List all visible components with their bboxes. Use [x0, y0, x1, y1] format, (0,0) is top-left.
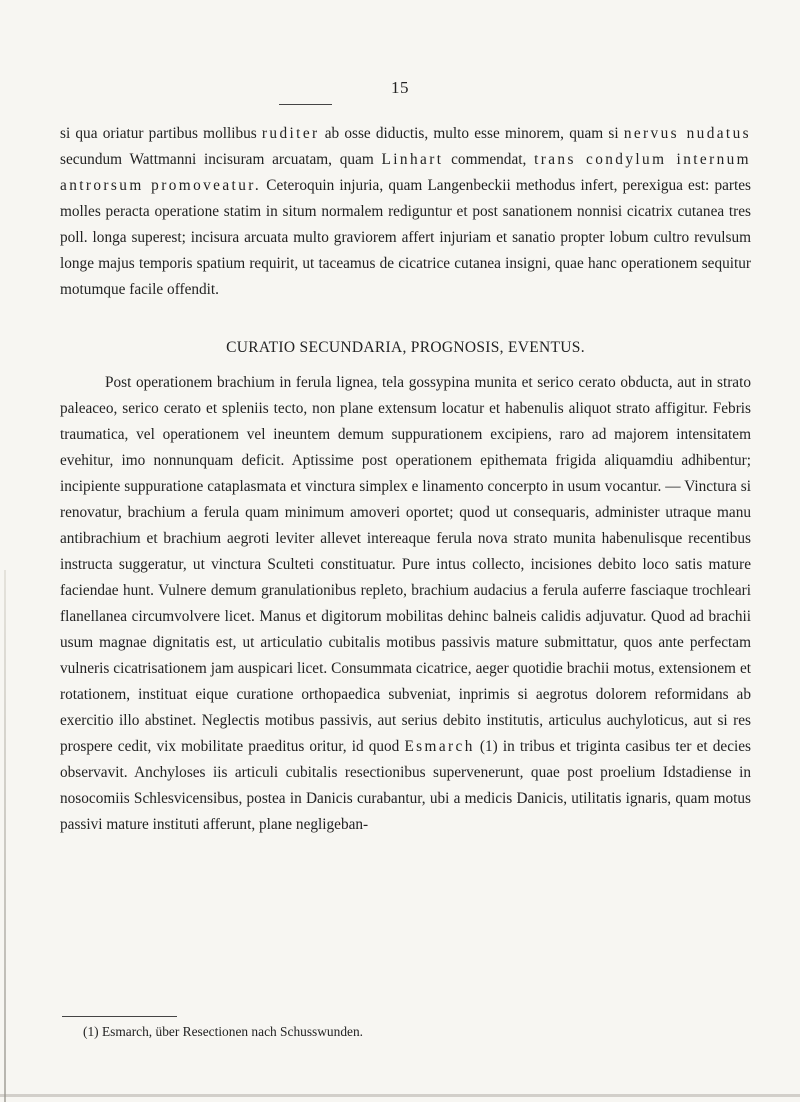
paragraph-2-text: [60, 370, 751, 838]
p1-text-c: secundum Wattmanni incisuram arcuatam, quam: [60, 151, 382, 168]
page-edge-shadow: [4, 570, 6, 1102]
section-heading: CURATIO SECUNDARIA, PROGNOSIS, EVENTUS.: [226, 339, 585, 356]
author-linhart: Linhart: [381, 151, 444, 168]
author-esmarch: Esmarch: [404, 738, 475, 755]
footnote-rule: [62, 1016, 177, 1017]
paragraph-1-text: [60, 121, 751, 303]
p2-text-a: Post operationem brachium in ferula lignea, tela gossypina munita et serico cerato obducta, aut in strato paleaceo, serico cerato et spleniis tecto, non plane extensum locatur et habenulis aliquot strato affigitur. Febris traumatica, vel operationem vel ineuntem demum suppurationem excipiens, raro ad majorem intensitatem evehitur, imo nonnunquam deficit. Aptissime post operationem epithemata frigida aliquamdiu adhibentur; incipiente suppuratione cataplasmata et vinctura simplex e linamento concerpto in usum vocantur. — Vinctura si renovatur, brachium a ferula quam minimum amoveri oportet; quod ut consequaris, administer utraque manu antibrachium et brachium aegroti leviter allevet intereaque ferula nova strato munita habenulisque recentibus instructa suggeratur, ut vinctura Sculteti constituatur. Pure intus collecto, incisiones debito loco satis mature faciendae hunt. Vulnere demum granulationibus repleto, brachium audacius a ferula auferre fasciaque trochleari flanellanea circumvolvere licet. Manus et digitorum mobilitas dehinc balneis calidis adjuvatur. Quod ad brachii usum magnae dignitatis est, ut articulatio cubitalis motibus passivis mature submittatur, quos ante perfectam vulneris cicatrisationem jam auspicari licet. Consummata cicatrice, aeger quotidie brachii motus, extensionem et rotationem, instituat eique curatione orthopaedica subveniat, inprimis si aegrotus dolorem reformidans ab exercitio illo abstinet. Neglectis motibus passivis, aut serius debito institutis, articulus auchyloticus, aut si res prospere cedit, vix mobilitate praeditus oritur, id quod: [60, 374, 751, 755]
phrase-trans-condylum: trans condylum internum antrorsum promoveatur.: [60, 151, 751, 194]
phrase-nervus-nudatus: nervus nudatus: [623, 125, 751, 142]
page-bottom-edge: [0, 1094, 800, 1097]
paragraph-1: [60, 121, 751, 303]
page-number: 15: [391, 78, 409, 97]
author-ruditer: ruditer: [261, 125, 320, 142]
p2-text-b: (1) in tribus et triginta casibus ter et decies observavit. Anchyloses iis articuli cubitalis resectionibus supervenerunt, quae post proelium Idstadiense in nosocomiis Schlesvicensibus, postea in Danicis curabantur, ubi a medicis Danicis, utilitatis ignaris, quam motus passivi mature instituti afferunt, plane negligeban-: [60, 738, 751, 833]
paragraph-2: [60, 370, 751, 838]
p1-text-d: commendat,: [443, 151, 535, 168]
page-number-rule: [279, 104, 332, 105]
p1-text-e: Ceteroquin injuria, quam Langenbeckii methodus infert, perexigua est: partes molles peracta operatione statim in situm normalem rediguntur et post sanationem nonnisi cicatrix cutanea tres poll. longa superest; incisura arcuata multo graviorem affert injuriam et sanatio propter lobum cultro revulsum longe majus temporis spatium requirit, ut taceamus de cicatrice cutanea insigni, quae hanc operationem sequitur motumque facile offendit.: [60, 177, 751, 298]
p1-text-b: ab osse diductis, multo esse minorem, quam si: [319, 125, 624, 142]
footnote: (1) Esmarch, über Resectionen nach Schusswunden.: [83, 1024, 364, 1039]
p1-text-a: si qua oriatur partibus mollibus: [60, 125, 262, 142]
